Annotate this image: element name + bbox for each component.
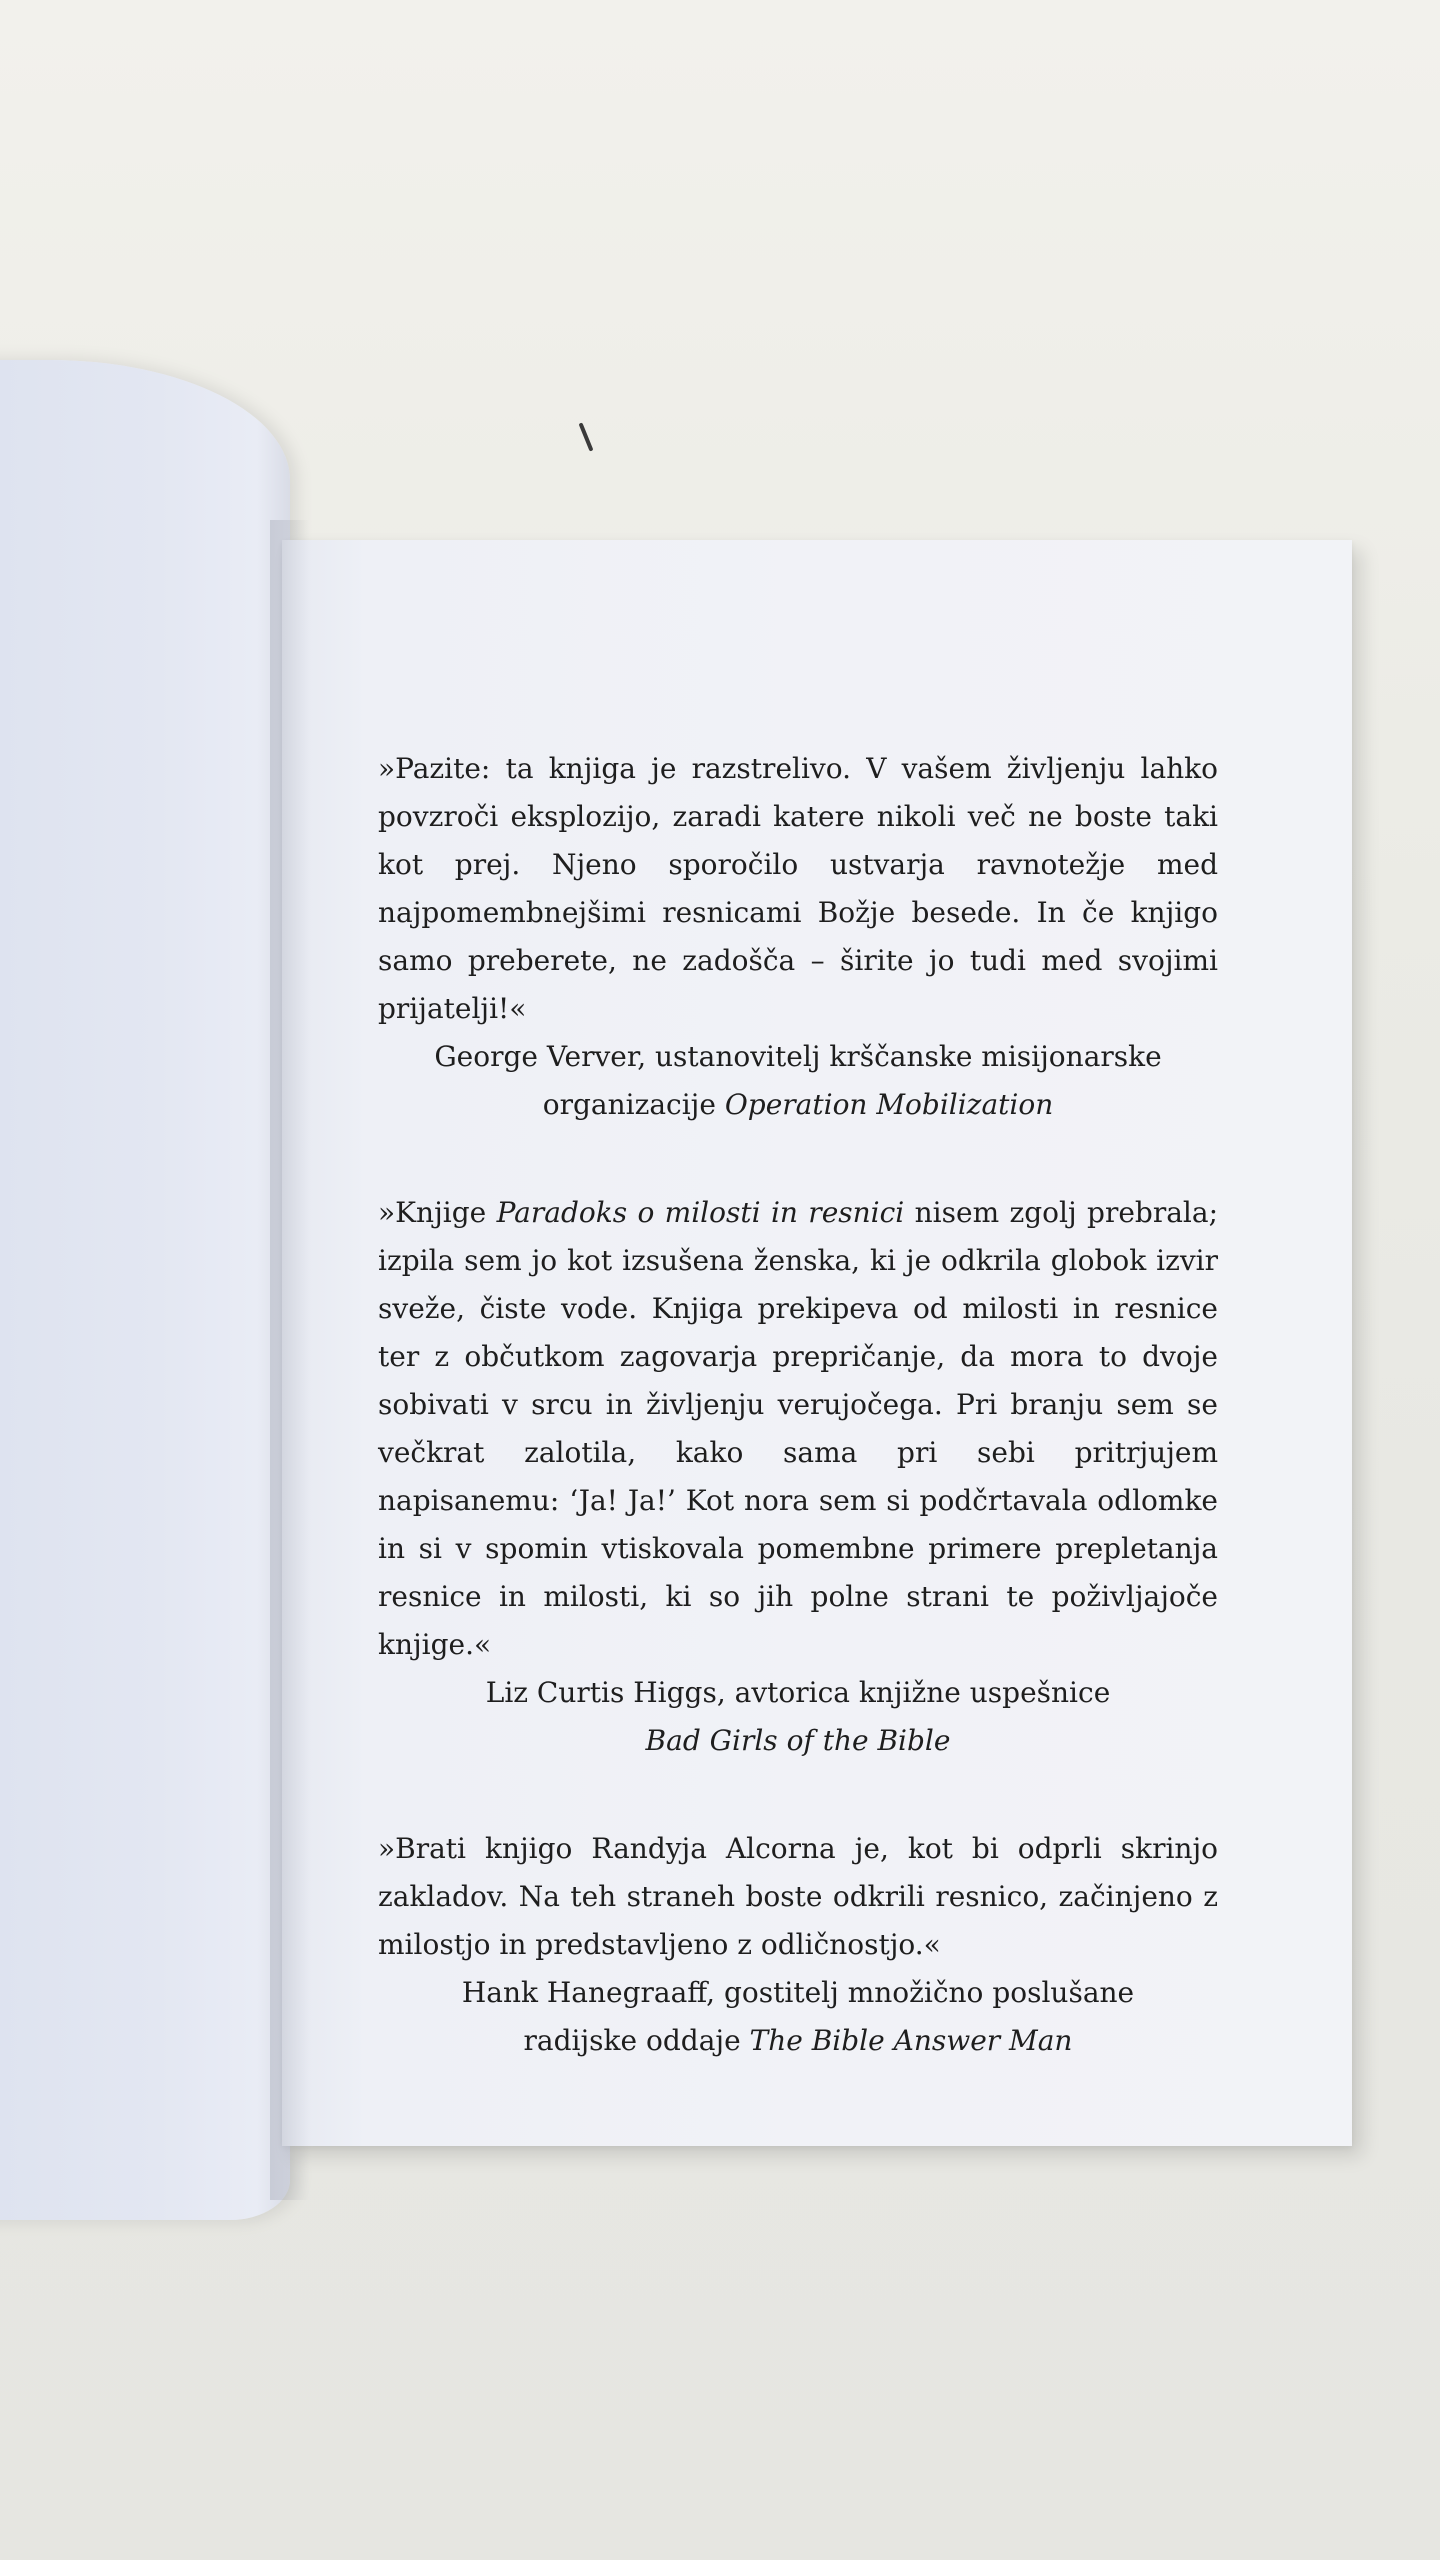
endorsement-affiliation-2: Bad Girls of the Bible: [645, 1724, 951, 1757]
endorsements: [378, 745, 1218, 2065]
endorsement-quote-3: »Brati knjigo Randyja Alcorna je, kot bi odprli skrinjo zakladov. Na teh straneh boste odkrili resnico, začinjeno z milostjo in predstavljeno z odličnostjo.«: [378, 1832, 1218, 1961]
endorsement-author-3: Hank Hanegraaff, gostitelj množično poslušane: [461, 1976, 1135, 2009]
left-book-page: [0, 360, 290, 2220]
endorsement-quote-1: »Pazite: ta knjiga je razstrelivo. V vašem življenju lahko povzroči eksplozijo, zaradi katere nikoli več ne boste taki kot prej. Njeno sporočilo ustvarja ravnotežje med najpomembnejšimi resnicami Božje besede. In če knjigo samo preberete, ne zadošča – širite jo tudi med svojimi prijatelji!«: [378, 752, 1218, 1025]
spine-shadow: [270, 520, 310, 2200]
endorsement-quote-2: »Knjige Paradoks o milosti in resnici nisem zgolj prebrala; izpila sem jo kot izsušena ženska, ki je odkrila globok izvir sveže, čiste vode. Knjiga prekipeva od milosti in resnice ter z občutkom zagovarja prepričanje, da mora to dvoje sobivati v srcu in življenju verujočega. Pri branju sem se večkrat zalotila, kako sama pri sebi pritrjujem napisanemu: ‘Ja! Ja!’ Kot nora sem si podčrtavala odlomke in si v spomin vtiskovala pomembne primere prepletanja resnice in milosti, ki so jih polne strani te poživljajoče knjige.«: [378, 1196, 1219, 1661]
endorsement-author-2: Liz Curtis Higgs, avtorica knjižne uspešnice: [485, 1676, 1111, 1709]
endorsement-affiliation-1: organizacije Operation Mobilization: [542, 1088, 1054, 1121]
endorsement-affiliation-3: radijske oddaje The Bible Answer Man: [523, 2024, 1073, 2057]
endorsement-author-1: George Verver, ustanovitelj krščanske misijonarske: [434, 1040, 1162, 1073]
background-speck: [579, 422, 594, 451]
